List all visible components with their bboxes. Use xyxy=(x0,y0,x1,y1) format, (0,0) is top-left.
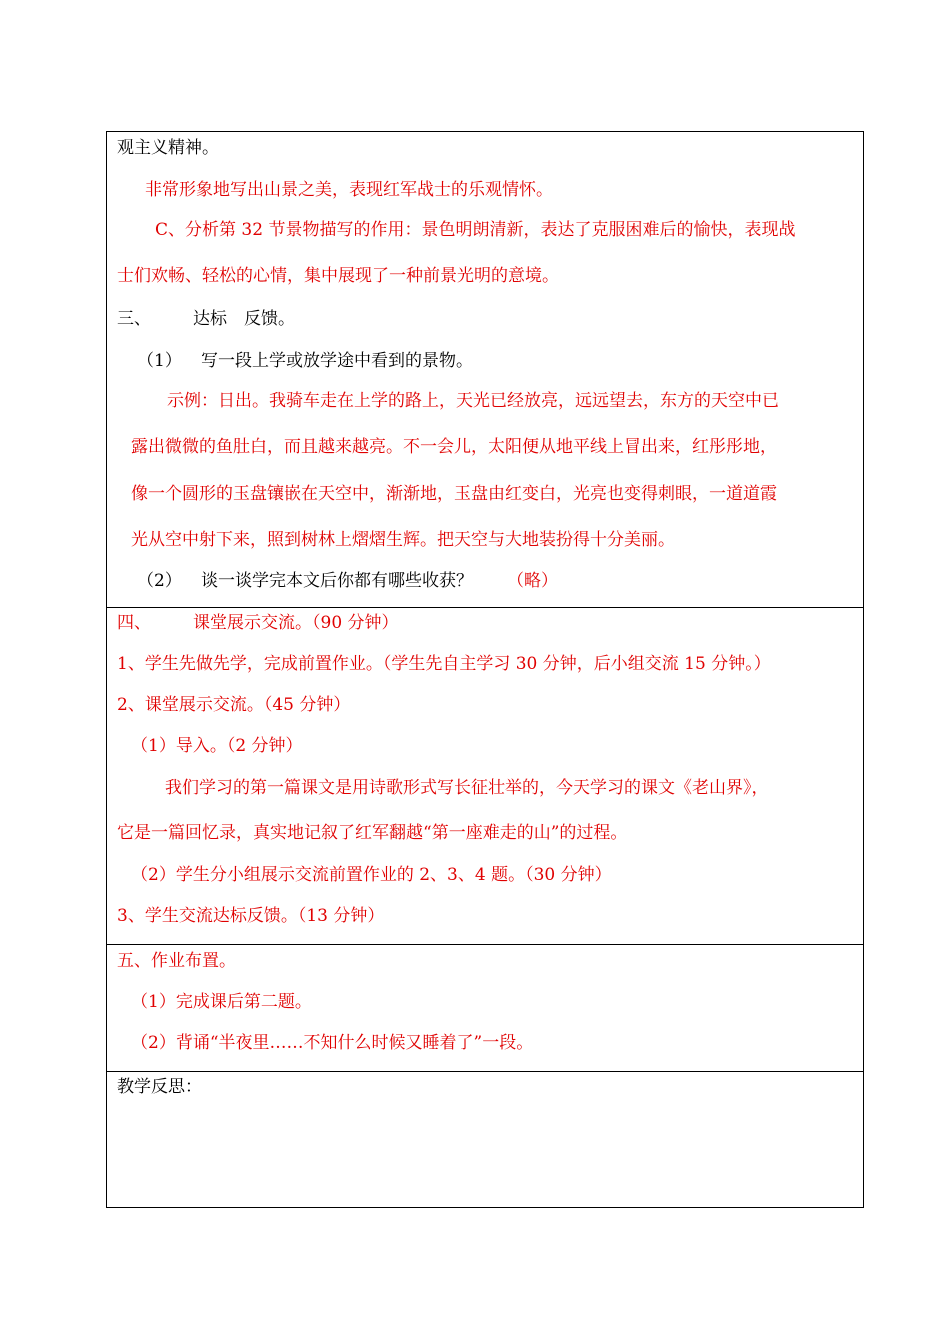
reflection-heading: 教学反思： xyxy=(117,1077,202,1097)
example-line-2: 露出微微的鱼肚白，而且越来越亮。不一会儿，太阳便从地平线上冒出来，红彤彤地， xyxy=(131,437,777,457)
analysis-line-4: 士们欢畅、轻松的心情，集中展现了一种前景光明的意境。 xyxy=(117,266,559,286)
cell-section-five xyxy=(107,945,864,1072)
analysis-line-2: 非常形象地写出山景之美，表现红军战士的乐观情怀。 xyxy=(145,180,553,200)
heading-4-title: 课堂展示交流。（90 分钟） xyxy=(193,613,399,633)
analysis-line-3: C、分析第 32 节景物描写的作用：景色明朗清新，表达了克服困难后的愉快，表现战 xyxy=(155,220,796,240)
section-five-heading: 五、作业布置。 xyxy=(117,951,236,971)
task-2-number: （2） xyxy=(137,571,182,591)
row-analysis xyxy=(107,132,864,608)
example-line-1: 示例：日出。我骑车走在上学的路上，天光已经放亮，远远望去，东方的天空中已 xyxy=(167,391,779,411)
example-line-4: 光从空中射下来，照到树林上熠熠生辉。把天空与大地装扮得十分美丽。 xyxy=(131,530,675,550)
section-five-item-1: （1）完成课后第二题。 xyxy=(131,992,312,1012)
lesson-plan-table xyxy=(106,131,864,1208)
heading-3-title: 达标 反馈。 xyxy=(193,309,295,329)
heading-3-number: 三、 xyxy=(117,309,151,329)
task-2-answer: （略） xyxy=(507,571,558,591)
example-line-3: 像一个圆形的玉盘镶嵌在天空中，渐渐地，玉盘由红变白，光亮也变得刺眼，一道道霞 xyxy=(131,484,777,504)
task-2-text: 谈一谈学完本文后你都有哪些收获？ xyxy=(201,571,473,591)
row-section-four xyxy=(107,608,864,945)
section-four-item-3: 3、学生交流达标反馈。（13 分钟） xyxy=(117,906,385,926)
row-reflection xyxy=(107,1072,864,1208)
task-1-text: 写一段上学或放学途中看到的景物。 xyxy=(201,351,473,371)
section-four-item-2: 2、课堂展示交流。（45 分钟） xyxy=(117,695,351,715)
task-1-number: （1） xyxy=(137,351,182,371)
section-five-item-2: （2）背诵“半夜里……不知什么时候又睡着了”一段。 xyxy=(131,1033,534,1053)
intro-line-1: 我们学习的第一篇课文是用诗歌形式写长征壮举的，今天学习的课文《老山界》， xyxy=(165,778,769,798)
section-four-item-2-2: （2）学生分小组展示交流前置作业的 2、3、4 题。（30 分钟） xyxy=(131,865,612,885)
section-four-item-1: 1、学生先做先学，完成前置作业。（学生先自主学习 30 分钟，后小组交流 15 分钟。） xyxy=(117,654,771,674)
intro-line-2: 它是一篇回忆录，真实地记叙了红军翻越“第一座难走的山”的过程。 xyxy=(117,823,628,843)
cell-section-four xyxy=(107,608,864,945)
cell-analysis xyxy=(107,132,864,608)
row-section-five xyxy=(107,945,864,1072)
cell-reflection xyxy=(107,1072,864,1208)
section-four-item-2-1: （1）导入。（2 分钟） xyxy=(131,736,303,756)
analysis-line-1: 观主义精神。 xyxy=(117,138,219,158)
heading-4-number: 四、 xyxy=(117,613,151,633)
